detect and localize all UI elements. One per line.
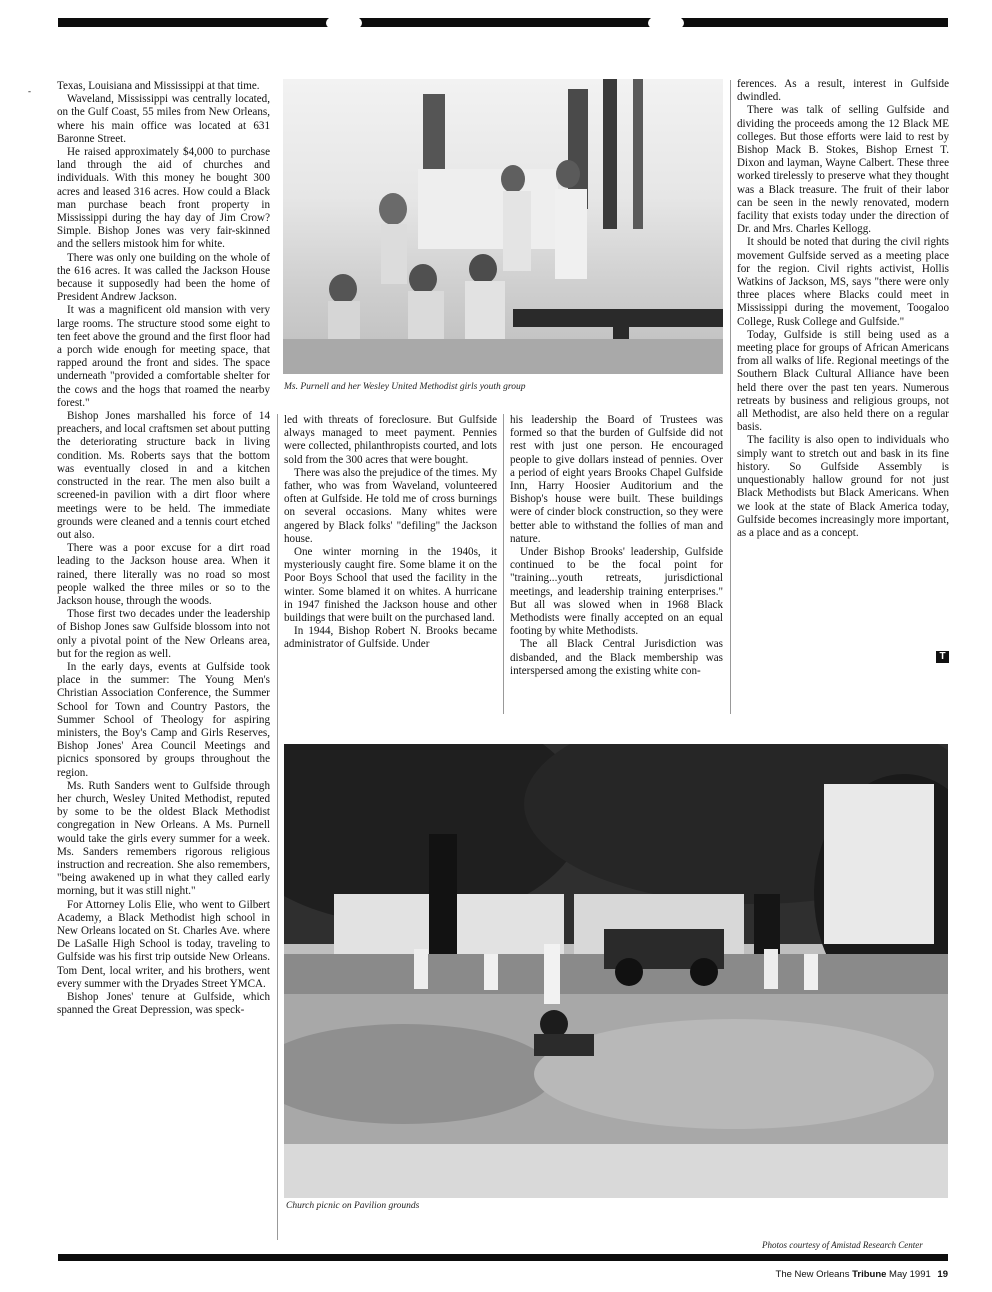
photo-girls-youth-group-image xyxy=(283,79,723,374)
paragraph: There was a poor excuse for a dirt road leading to the Jackson house area. When it rained, there literally was no road so most people walked the three miles or so to the Jackson house, through the woods. xyxy=(57,542,270,607)
article-column-1 xyxy=(57,80,270,1017)
publication-title: Tribune xyxy=(852,1269,887,1280)
paragraph: Those first two decades under the leadership of Bishop Jones saw Gulfside blossom into not only a pivotal point of the New Orleans area, but for the region as well. xyxy=(57,608,270,660)
paragraph: Bishop Jones marshalled his force of 14 preachers, and local craftsmen set about putting the deteriorating structure back in living condition. Ms. Roberts says that the bottom was eventually closed in and a kitchen constructed in the rear. The men also built a screened-in pavilion with a dirt floor where meetings were to be held. The immediate grounds were cleaned and a tennis court etched out also. xyxy=(57,410,270,541)
paragraph: He raised approximately $4,000 to purchase land through the aid of churches and individuals. With this money he bought 300 acres and leased 316 acres. How could a Black man purchase beach front property in Mississippi during the hay day of Jim Crow? Simple. Bishop Jones was very fair-skinned and the sellers mistook him for white. xyxy=(57,146,270,251)
photo-church-picnic xyxy=(284,744,948,1198)
issue-date: May 1991 xyxy=(889,1269,931,1280)
article-column-4 xyxy=(737,78,949,540)
paragraph: It was a magnificent old mansion with very large rooms. The structure stood some eight to ten feet above the ground and the first floor had a porch wide enough for meeting space, that rapped around the front and sides. The space underneath "provided a comfortable shelter for the cows and the hogs that roamed the nearby forest." xyxy=(57,304,270,409)
publication-name xyxy=(776,1269,887,1280)
photo-caption: Church picnic on Pavilion grounds xyxy=(286,1201,420,1211)
paragraph: Texas, Louisiana and Mississippi at that time. xyxy=(57,80,260,92)
paragraph: The facility is also open to individuals who simply want to stretch out and bask in its fine history. So Gulfside Assembly is unquestionably hallow ground for not just Black Methodists but Black Americans. When we look at the state of Black America today, Gulfside becomes increasingly more important, as a place and as a concept. xyxy=(737,434,949,539)
page-number: 19 xyxy=(937,1269,948,1280)
page-footer xyxy=(776,1269,948,1280)
paragraph: There was talk of selling Gulfside and dividing the proceeds among the 12 Black ME colleges. But those efforts were laid to rest by Bishop Mack B. Stokes, Bishop Ernest T. Dixon and layman, Wayne Calbert. These three worked tirelessly to preserve what they thought was a Black treasure. The fruit of their labor can be seen in the newly renovated, modern facility that exists today under the direction of Dr. and Mrs. Charles Kellogg. xyxy=(737,104,949,236)
bottom-rule xyxy=(58,1254,948,1261)
margin-mark: - xyxy=(28,86,31,96)
paragraph: led with threats of foreclosure. But Gulfside always managed to meet payment. Pennies were collected, philanthropists courted, and lots sold from the 300 acres that were bought. xyxy=(284,414,497,466)
paragraph: his leadership the Board of Trustees was formed so that the burden of Gulfside did not rest with just one person. He encouraged people to give dollars instead of pennies. Over a period of eight years Brooks Chapel Gulfside Inn, Harry Hoosier Auditorium and the Bishop's house were built. These buildings were of cinder block construction, so they were better able to withstand the follies of man and nature. xyxy=(510,414,723,545)
paragraph: Today, Gulfside is still being used as a meeting place for groups of African Americans from all walks of life. Regional meetings of the Southern Black Cultural Alliance have been held there over the past ten years. Numerous retreats by business and religious groups, not all Methodist, are also held there on a regular basis. xyxy=(737,328,949,434)
paragraph: The all Black Central Jurisdiction was disbanded, and the Black membership was interspersed among the existing white con- xyxy=(510,638,723,677)
paragraph: For Attorney Lolis Elie, who went to Gilbert Academy, a Black Methodist high school in New Orleans located on St. Charles Ave. where De LaSalle High School is today, traveling to Gulfside was his first trip outside New Orleans. Tom Dent, local writer, and his brothers, went every summer with the Dryades Street YMCA. xyxy=(57,898,270,990)
article-column-2 xyxy=(284,414,497,652)
paragraph: ferences. As a result, interest in Gulfside dwindled. xyxy=(737,78,949,104)
publication-prefix: The New Orleans xyxy=(775,1269,850,1280)
paragraph: One winter morning in the 1940s, it mysteriously caught fire. Some blame it on the Poor Boys School that used the facility in the winter. Some blamed it on whites. A hurricane in 1947 finished the Jackson house and other buildings that were built on the purchased land. xyxy=(284,546,497,625)
article-column-3 xyxy=(510,414,723,678)
column-divider xyxy=(503,414,504,714)
paragraph: In the early days, events at Gulfside took place in the summer: The Young Men's Christian Association Conference, the Summer School for Town and Country Pastors, the Summer School of Theology for aspiring ministers, the Boy's Camp and Girls Reserves, Bishop Jones' Area Council Meetings and picnics sponsored by groups throughout the region. xyxy=(57,660,270,779)
paragraph: In 1944, Bishop Robert N. Brooks became administrator of Gulfside. Under xyxy=(284,625,497,651)
top-rule-notch xyxy=(326,14,362,32)
paragraph: Bishop Jones' tenure at Gulfside, which spanned the Great Depression, was speck- xyxy=(57,991,270,1017)
paragraph: Ms. Ruth Sanders went to Gulfside through her church, Wesley United Methodist, reputed by some to be the oldest Black Methodist congregation in New Orleans. A Ms. Purnell would take the girls every summer for a week. Ms. Sanders remembers rigorous religious instruction and recreation. She also remembers, "being awakened up in what they called early morning, but it was still night." xyxy=(57,779,270,898)
paragraph: Waveland, Mississippi was centrally located, on the Gulf Coast, 55 miles from New Orleans, where his main office was located at 631 Baronne Street. xyxy=(57,93,270,145)
photo-credit: Photos courtesy of Amistad Research Center xyxy=(762,1240,923,1250)
paragraph: There was only one building on the whole of the 616 acres. It was called the Jackson House because it supposedly had been the home of President Andrew Jackson. xyxy=(57,251,270,304)
photo-girls-youth-group xyxy=(283,79,723,374)
column-divider xyxy=(730,80,731,714)
photo-caption: Ms. Purnell and her Wesley United Methodist girls youth group xyxy=(284,382,526,392)
top-rule-notch xyxy=(648,14,684,32)
paragraph: It should be noted that during the civil rights movement Gulfside served as a meeting place for the region. Civil rights activist, Hollis Watkins of Jackson, MS, says "there were only three places where Blacks could meet in Mississippi during the movement, Toogaloo College, Rusk College and Gulfside." xyxy=(737,236,949,328)
paragraph: Under Bishop Brooks' leadership, Gulfside continued to be the focal point for "training...youth retreats, jurisdictional meetings, and leadership training enterprises." But all was slowed when in 1968 Black Methodists were finally accepted on an equal footing by white Methodists. xyxy=(510,546,723,638)
column-divider xyxy=(277,414,278,1240)
paragraph: There was also the prejudice of the times. My father, who was from Waveland, volunteered often at Gulfside. He told me of cross burnings on several occasions. Many whites were angered by Black folks' "defiling" the Jackson house. xyxy=(284,466,498,545)
photo-church-picnic-image xyxy=(284,744,948,1198)
end-of-article-mark: T xyxy=(936,651,949,663)
top-rule xyxy=(58,18,948,27)
